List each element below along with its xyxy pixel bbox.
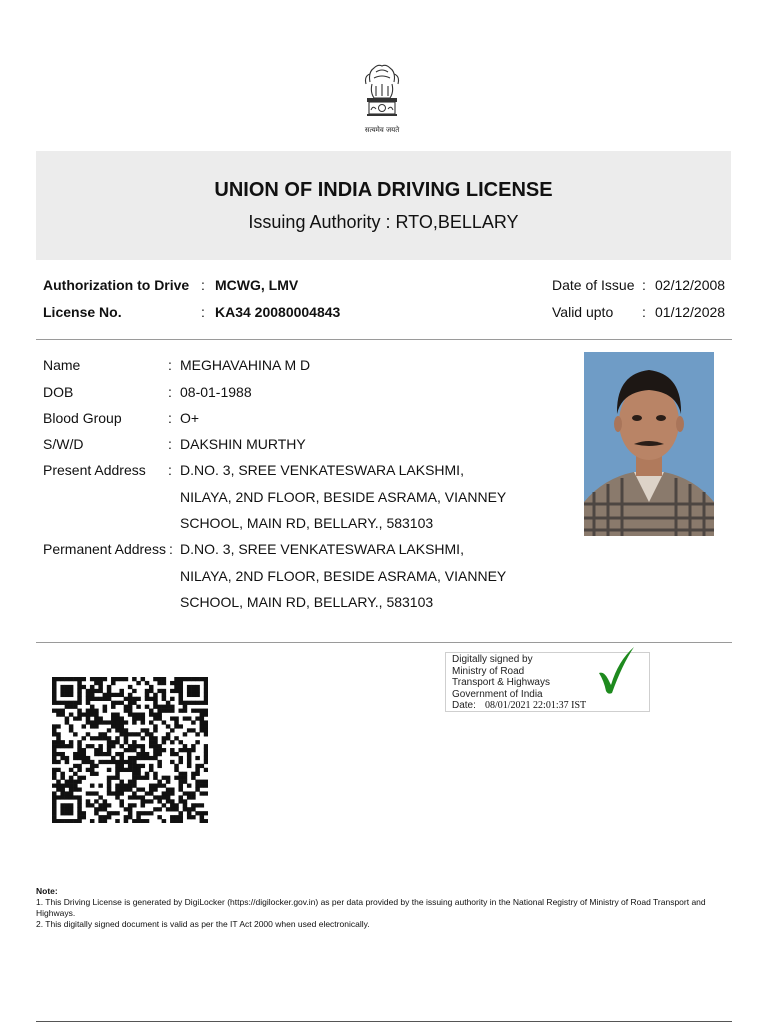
qr-code[interactable] xyxy=(52,677,208,823)
license-number: KA34 20080004843 xyxy=(215,304,341,320)
dob-value: 08-01-1988 xyxy=(180,384,252,400)
divider xyxy=(36,1021,732,1022)
colon: : xyxy=(168,436,172,452)
permanent-address-label: Permanent Address xyxy=(43,541,166,557)
colon: : xyxy=(168,357,172,373)
valid-upto-value: 01/12/2028 xyxy=(655,304,726,320)
swd-label: S/W/D xyxy=(43,436,84,452)
note-item: 2. This digitally signed document is valid as per the IT Act 2000 when used electronically. xyxy=(36,919,370,929)
permanent-address-line: SCHOOL, MAIN RD, BELLARY., 583103 xyxy=(180,594,434,610)
date-of-issue-value: 02/12/2008 xyxy=(655,277,726,293)
valid-upto-label: Valid upto xyxy=(552,304,614,320)
present-address-line: SCHOOL, MAIN RD, BELLARY., 583103 xyxy=(180,515,434,531)
name-value: MEGHAVAHINA M D xyxy=(180,357,311,373)
permanent-address-line: NILAYA, 2ND FLOOR, BESIDE ASRAMA, VIANNEY xyxy=(180,568,507,584)
note-title: Note: xyxy=(36,886,58,896)
colon: : xyxy=(642,277,646,293)
colon: : xyxy=(642,304,646,320)
blood-group-label: Blood Group xyxy=(43,410,122,426)
colon: : xyxy=(201,304,205,320)
colon: : xyxy=(168,410,172,426)
present-address-label: Present Address xyxy=(43,462,146,478)
digital-signature-box xyxy=(445,652,650,712)
signature-line: Transport & Highways xyxy=(452,677,550,688)
colon: : xyxy=(201,277,205,293)
document-title: UNION OF INDIA DRIVING LICENSE xyxy=(214,179,553,201)
divider xyxy=(36,642,732,643)
present-address-line: D.NO. 3, SREE VENKATESWARA LAKSHMI, xyxy=(180,462,464,478)
authorization-value: MCWG, LMV xyxy=(215,277,299,293)
signature-date-value: 08/01/2021 22:01:37 IST xyxy=(485,700,587,711)
emblem-logo xyxy=(356,58,408,138)
present-address-line: NILAYA, 2ND FLOOR, BESIDE ASRAMA, VIANNEY xyxy=(180,489,507,505)
swd-value: DAKSHIN MURTHY xyxy=(180,436,306,452)
license-label: License No. xyxy=(43,304,122,320)
signature-date-label: Date: xyxy=(452,700,476,711)
divider xyxy=(36,339,732,340)
signature-line: Digitally signed by xyxy=(452,654,533,665)
blood-group-value: O+ xyxy=(180,410,200,426)
colon: : xyxy=(168,462,172,478)
dob-label: DOB xyxy=(43,384,74,400)
name-label: Name xyxy=(43,357,81,373)
checkmark-icon xyxy=(596,645,636,695)
issuing-authority: Issuing Authority : RTO,BELLARY xyxy=(248,212,519,232)
holder-photo xyxy=(584,352,714,536)
signature-line: Government of India xyxy=(452,689,543,700)
colon: : xyxy=(168,384,172,400)
header-band xyxy=(36,151,731,260)
authorization-label: Authorization to Drive xyxy=(43,277,190,293)
signature-line: Ministry of Road xyxy=(452,666,525,677)
emblem-motto: सत्यमेव जयते xyxy=(364,126,400,134)
date-of-issue-label: Date of Issue xyxy=(552,277,635,293)
note-item: 1. This Driving License is generated by DigiLocker (https://digilocker.gov.in) as per data provided by the issuing authority in the National Registry of Ministry of Road Transport and Highways. xyxy=(36,897,706,918)
colon: : xyxy=(169,541,173,557)
permanent-address-line: D.NO. 3, SREE VENKATESWARA LAKSHMI, xyxy=(180,541,464,557)
